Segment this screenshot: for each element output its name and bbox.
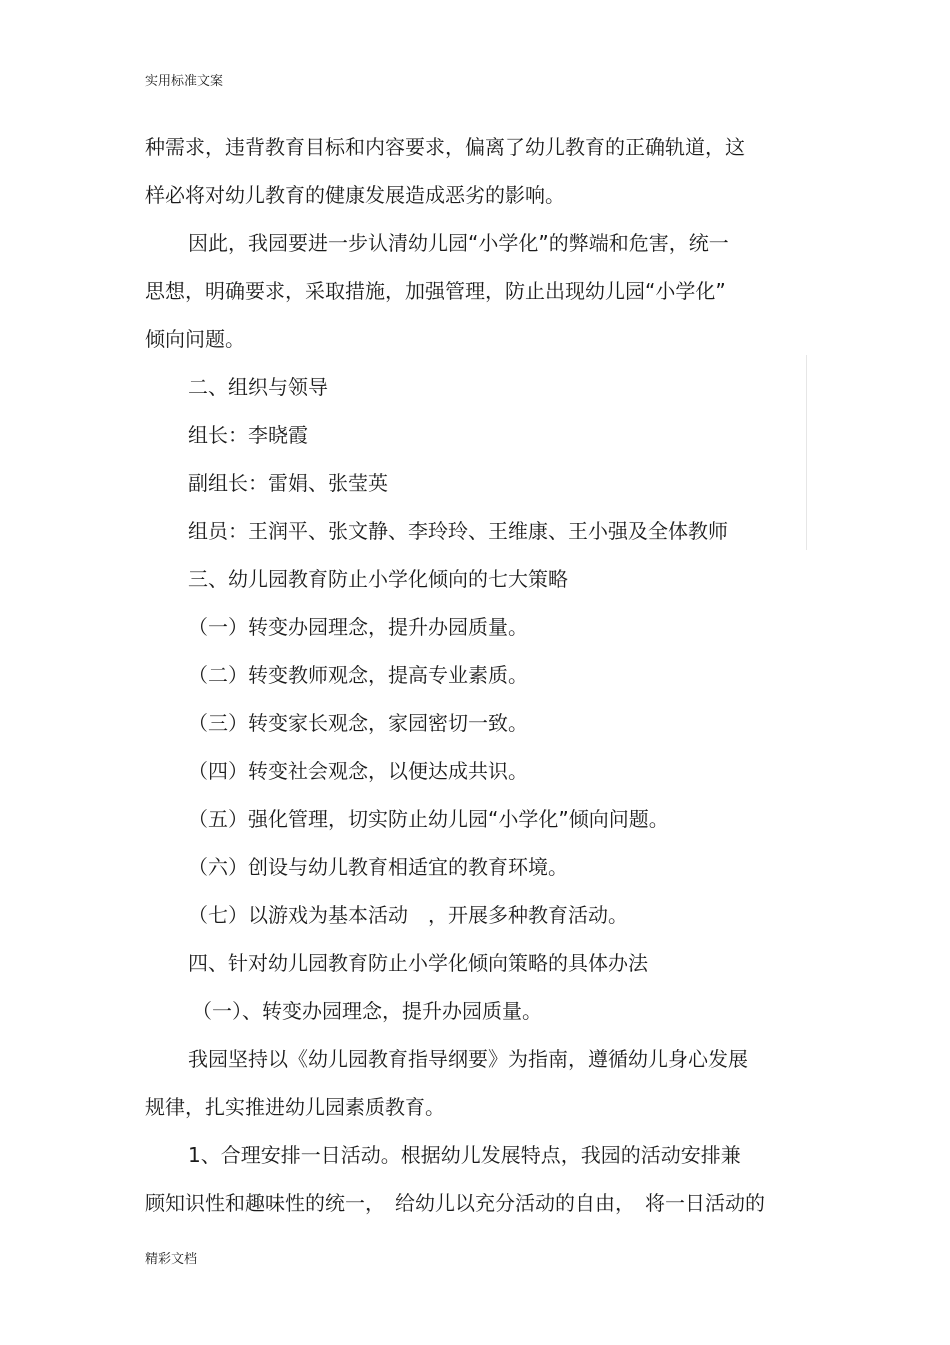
list-item: （四）转变社会观念，以便达成共识。	[188, 759, 528, 783]
paragraph-line: 倾向问题。	[145, 327, 245, 351]
paragraph-line: 思想，明确要求，采取措施，加强管理，防止出现幼儿园“小学化”	[145, 279, 726, 303]
section-heading: 三、幼儿园教育防止小学化倾向的七大策略	[188, 567, 568, 591]
subsection-heading: （一）、转变办园理念，提升办园质量。	[192, 999, 542, 1023]
paragraph-line: 副组长：雷娟、张莹英	[188, 471, 388, 495]
paragraph-line: 样必将对幼儿教育的健康发展造成恶劣的影响。	[145, 183, 565, 207]
section-heading: 二、组织与领导	[188, 375, 328, 399]
section-heading: 四、针对幼儿园教育防止小学化倾向策略的具体办法	[188, 951, 648, 975]
list-item: （三）转变家长观念，家园密切一致。	[188, 711, 528, 735]
page-header: 实用标准文案	[145, 74, 224, 89]
list-item: （六）创设与幼儿教育相适宜的教育环境。	[188, 855, 568, 879]
paragraph-line: 我园坚持以《幼儿园教育指导纲要》为指南，遵循幼儿身心发展	[188, 1047, 748, 1071]
paragraph-line: 顾知识性和趣味性的统一， 给幼儿以充分活动的自由， 将一日活动的	[145, 1191, 765, 1215]
list-item: （一）转变办园理念，提升办园质量。	[188, 615, 528, 639]
divider-line	[806, 355, 807, 550]
page-footer: 精彩文档	[145, 1252, 198, 1267]
paragraph-line: 组长：李晓霞	[188, 423, 308, 447]
paragraph-line: 1、合理安排一日活动。根据幼儿发展特点，我园的活动安排兼	[188, 1143, 741, 1167]
paragraph-line: 规律，扎实推进幼儿园素质教育。	[145, 1095, 445, 1119]
list-item: （七）以游戏为基本活动 ，开展多种教育活动。	[188, 903, 628, 927]
paragraph-line: 组员：王润平、张文静、李玲玲、王维康、王小强及全体教师	[188, 519, 728, 543]
paragraph-line: 种需求，违背教育目标和内容要求，偏离了幼儿教育的正确轨道，这	[145, 135, 745, 159]
list-item: （五）强化管理，切实防止幼儿园“小学化”倾向问题。	[188, 807, 669, 831]
paragraph-line: 因此，我园要进一步认清幼儿园“小学化”的弊端和危害，统一	[188, 231, 729, 255]
list-item: （二）转变教师观念，提高专业素质。	[188, 663, 528, 687]
